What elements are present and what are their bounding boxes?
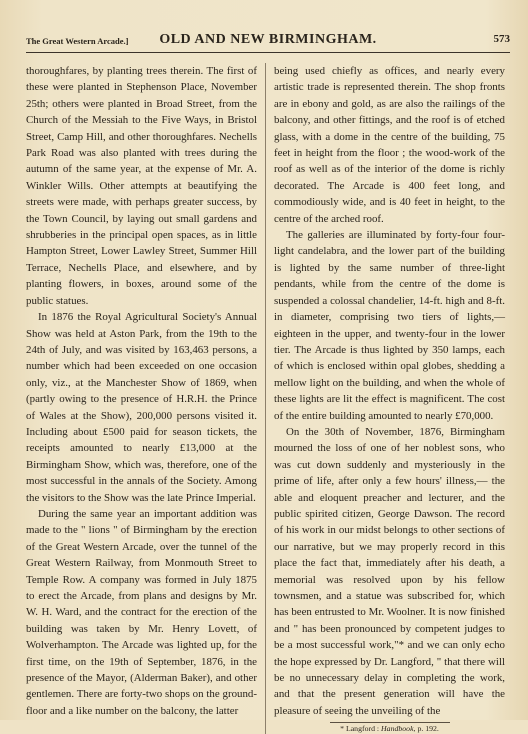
footnote-marker: * Langford : bbox=[340, 724, 380, 734]
page-number: 573 bbox=[493, 33, 510, 45]
footnote bbox=[274, 724, 505, 734]
book-title: OLD AND NEW BIRMINGHAM. bbox=[159, 32, 377, 47]
paragraph: On the 30th of November, 1876, Birmingham mourned the loss of one of her noblest sons, who was cut down suddenly and mysteriously in the prime of life, after only a few hours' illness,— the able and eloquent preacher and lecturer, and the public spirited citizen, George Dawson. The record of his work in our midst belongs to other sections of our narrative, but we may properly record in this place the fact that, immediately after his death, a memorial was resolved upon by his fellow townsmen, and a statue was subscribed for, which has been entrusted to Mr. Woolner. It is now finished and " has been pronounced by competent judges to be a most successful work,"* and we can only echo the hope expressed by Dr. Langford, " that there will be no unnecessary delay in completing the work, and that the present generation will have the pleasure of seeing the unveiling of the bbox=[274, 425, 505, 717]
paragraph: The galleries are illuminated by forty-four four-light candelabra, and the lower part of the building is lighted by the same number of three-light pendants, while from the centre of the dome is suspended a colossal chandelier, 14-ft. high and 8-ft. in diameter, comprising two tiers of lights,— eighteen in the upper, and twenty-four in the lower tier. The Arcade is thus lighted by 350 lamps, each of which is enclosed within opal globes, shedding a mellow light on the building, and when the whole of these lights are lit the effect is magnificent. The cost of the entire building amounted to nearly £70,000. bbox=[274, 229, 505, 422]
left-column bbox=[26, 63, 265, 734]
footnote-page: p. 192. bbox=[417, 724, 439, 734]
paragraph: During the same year an important addition was made to the " lions " of Birmingham by the erection of the Great Western Arcade, over the tunnel of the Great Western Railway, from Monmouth Street to Temple Row. A company was formed in July 1875 to erect the Arcade, from plans and designs by Mr. W. H. Ward, and the contract for the erection of the building was taken by Mr. Henry Lovett, of Wolverhampton. The Arcade was lighted up, for the first time, on the 19th of September, 1876, in the presence of the Mayor, (Alderman Baker), and other gentlemen. There are forty-two shops on the ground-floor and a like number on the balcony, the latter bbox=[26, 507, 257, 717]
running-header bbox=[26, 30, 510, 53]
paragraph: thoroughfares, by planting trees therein. The first of these were planted in Stephenson Place, November 25th; others were planted in Broad Street, from the Church of the Messiah to the Five Ways, in Bristol Street, Camp Hill, and other thoroughfares. Nechells Park Road was also planted with trees during the autumn of the same year, at the expense of Mr. A. Winkler Wills. Other attempts at beautifying the streets were made, with perhaps greater success, by the Town Council, by laying out small gardens and shrubberies in the principal open spaces, as in little Hampton Street, Lower Lawley Street, Summer Hill Terrace, Nechells Place, and elsewhere, and by planting flowers, in boxes, around some of the public statues. bbox=[26, 65, 257, 307]
paragraph: being used chiefly as offices, and nearly every artistic trade is represented therein. The shop fronts are in ebony and gold, as are also the railings of the balcony, and other fittings, and the roof is of etched glass, with a dome in the centre of the building, 75 feet in height from the floor ; the wood-work of the roof as well as of the interior of the dome is richly decorated. The Arcade is 400 feet long, and commodiously wide, and is 40 feet in height, to the centre of the arched roof. bbox=[274, 65, 505, 225]
footnote-divider bbox=[330, 722, 450, 723]
text-columns bbox=[26, 63, 510, 734]
right-column bbox=[265, 63, 505, 734]
footnote-ref: Handbook, bbox=[381, 724, 416, 734]
paragraph: In 1876 the Royal Agricultural Society's Annual Show was held at Aston Park, from the 19th to the 24th of July, and was visited by 163,463 persons, a number which had been exceeded on one occasion only, viz., at the Manchester Show of 1869, when (partly owing to the presence of H.R.H. the Prince of Wales at the Show), 200,000 persons visited it. Including about £500 paid for season tickets, the receipts amounted to nearly £13,000 at the Birmingham Show, which was, therefore, one of the most successful in the annals of the Society. Among the visitors to the Show was the late Prince Imperial. bbox=[26, 311, 257, 504]
section-title: The Great Western Arcade.] bbox=[26, 36, 129, 46]
